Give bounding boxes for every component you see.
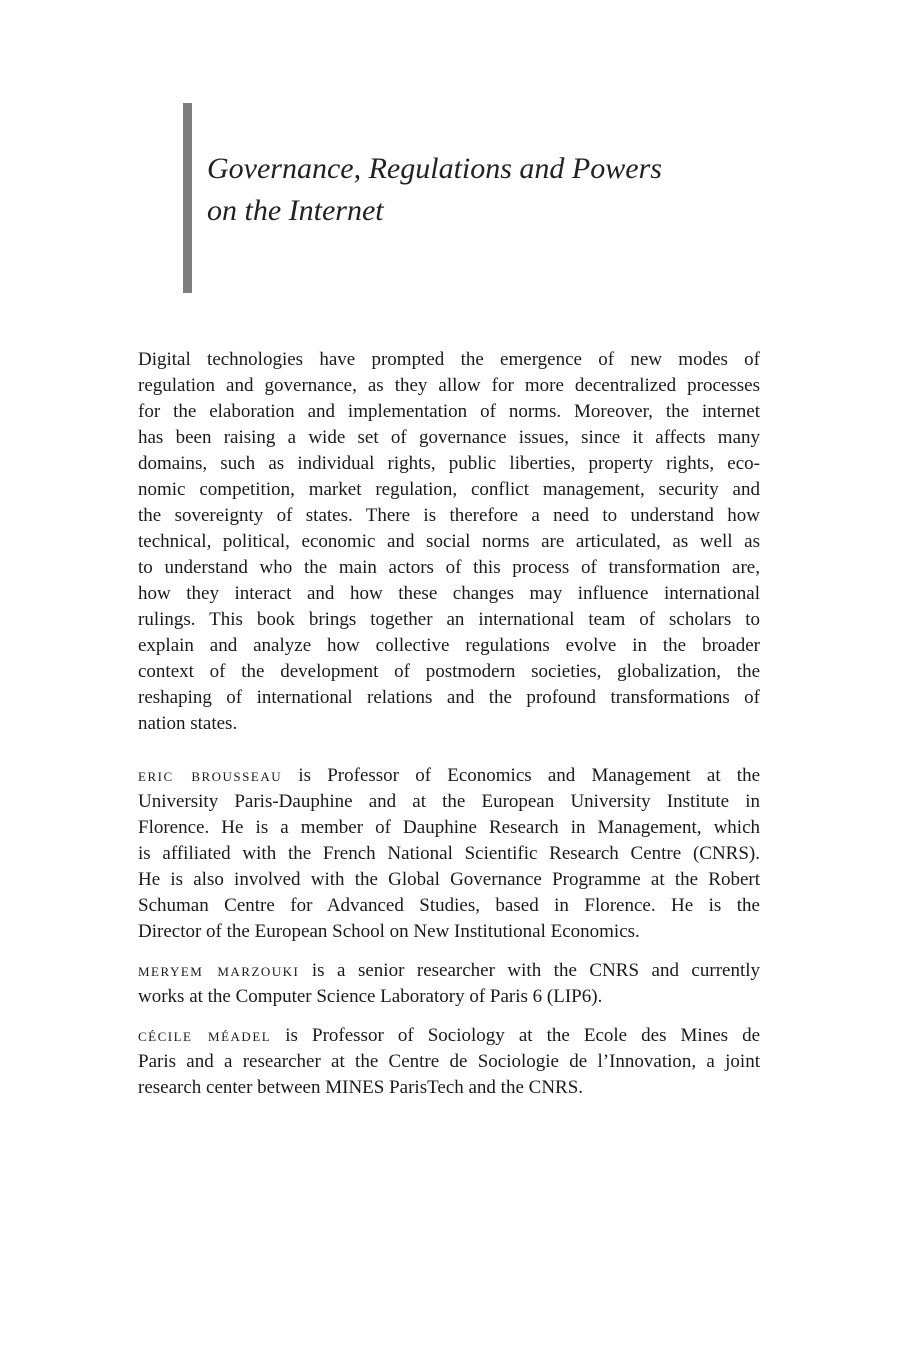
author-bio bbox=[138, 763, 760, 945]
bio-line: He is also involved with the Global Governance Programme at the Robert bbox=[138, 869, 760, 890]
bio-line: University Paris-Dauphine and at the European University Institute in bbox=[138, 791, 760, 812]
bio-text: is a senior researcher with the CNRS and currently bbox=[311, 960, 761, 981]
description-line: for the elaboration and implementation of norms. Moreover, the internet bbox=[138, 401, 760, 422]
author-bios bbox=[138, 763, 760, 1101]
bio-line: Florence. He is a member of Dauphine Research in Management, which bbox=[138, 817, 760, 838]
bio-line: works at the Computer Science Laboratory of Paris 6 (LIP6). bbox=[138, 986, 603, 1007]
title-accent-bar bbox=[183, 103, 192, 293]
author-bio bbox=[138, 958, 760, 1010]
title-line: on the Internet bbox=[207, 194, 384, 227]
bio-line bbox=[138, 763, 760, 789]
title-line: Governance, Regulations and Powers bbox=[207, 152, 662, 185]
description-line: rulings. This book brings together an international team of scholars to bbox=[138, 609, 760, 630]
description-line: technical, political, economic and social norms are articulated, as well as bbox=[138, 531, 760, 552]
description-line: nomic competition, market regulation, conflict management, security and bbox=[138, 479, 760, 500]
description-line: to understand who the main actors of this process of transformation are, bbox=[138, 557, 760, 578]
description-line: the sovereignty of states. There is therefore a need to understand how bbox=[138, 505, 760, 526]
book-description bbox=[138, 347, 760, 737]
description-line: context of the development of postmodern societies, globalization, the bbox=[138, 661, 760, 682]
bio-text: is Professor of Economics and Management at the bbox=[298, 765, 761, 786]
bio-line: is affiliated with the French National Scientific Research Centre (CNRS). bbox=[138, 843, 760, 864]
bio-line: Director of the European School on New Institutional Economics. bbox=[138, 921, 640, 942]
description-line: regulation and governance, as they allow for more decentralized processes bbox=[138, 375, 760, 396]
bio-text: is Professor of Sociology at the Ecole des Mines de bbox=[285, 1025, 761, 1046]
bio-line: Paris and a researcher at the Centre de Sociologie de l’Innovation, a joint bbox=[138, 1051, 760, 1072]
description-line: Digital technologies have prompted the emergence of new modes of bbox=[138, 349, 760, 370]
bio-line bbox=[138, 958, 760, 984]
book-title bbox=[207, 148, 662, 232]
back-cover-text bbox=[138, 347, 760, 1101]
author-name: meryem marzouki bbox=[138, 960, 300, 981]
bio-line bbox=[138, 1023, 760, 1049]
author-name: eric brousseau bbox=[138, 765, 283, 786]
description-line: has been raising a wide set of governance issues, since it affects many bbox=[138, 427, 760, 448]
bio-line: Schuman Centre for Advanced Studies, based in Florence. He is the bbox=[138, 895, 760, 916]
description-line: explain and analyze how collective regulations evolve in the broader bbox=[138, 635, 760, 656]
description-line: how they interact and how these changes may influence international bbox=[138, 583, 760, 604]
bio-line: research center between MINES ParisTech and the CNRS. bbox=[138, 1077, 584, 1098]
author-bio bbox=[138, 1023, 760, 1101]
description-line: domains, such as individual rights, public liberties, property rights, eco- bbox=[138, 453, 760, 474]
author-name: cécile méadel bbox=[138, 1025, 272, 1046]
description-line: nation states. bbox=[138, 713, 238, 734]
description-line: reshaping of international relations and the profound transformations of bbox=[138, 687, 760, 708]
